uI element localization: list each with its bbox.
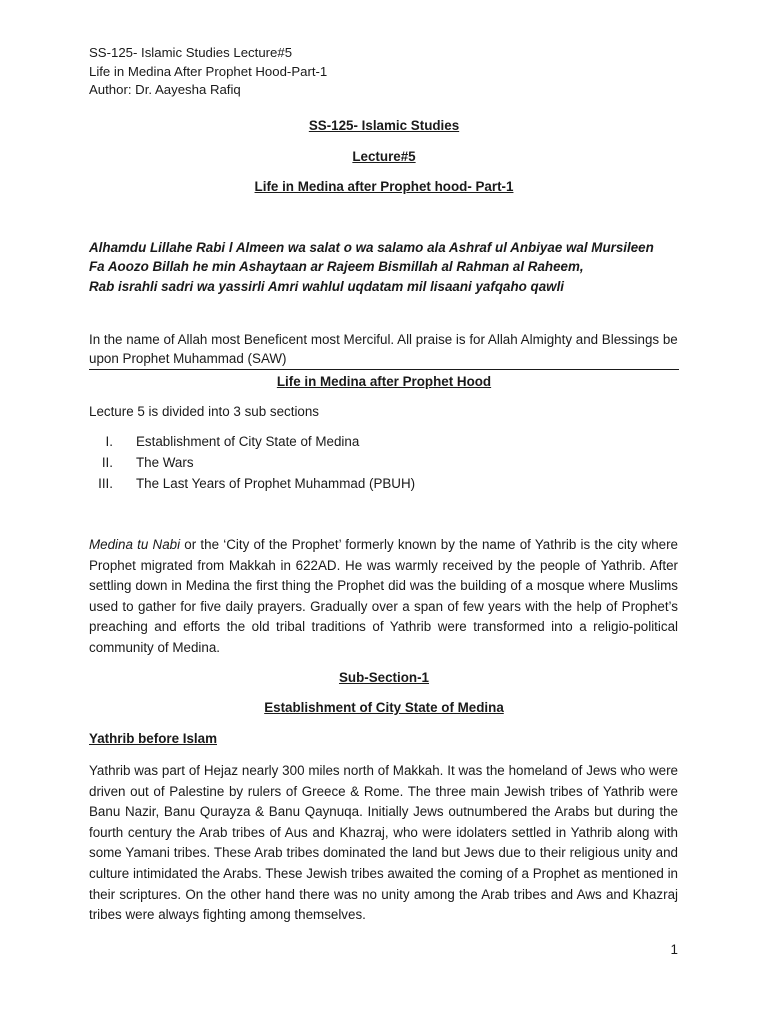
bismillah-paragraph: In the name of Allah most Beneficent most Merciful. All praise is for Allah Almighty and Blessings be upon Prophet Muhammad (SAW)	[89, 332, 678, 366]
document-header	[89, 44, 327, 100]
invocation-block	[89, 238, 654, 296]
list-item-number: III.	[98, 475, 113, 491]
medina-paragraph	[89, 535, 678, 659]
list-item-text: The Wars	[136, 454, 194, 470]
list-item	[89, 453, 415, 474]
yathrib-heading: Yathrib before Islam	[89, 731, 217, 746]
subsection-1-label: Sub-Section-1	[338, 670, 430, 685]
list-item-number: II.	[101, 454, 113, 470]
medina-tu-nabi-term: Medina tu Nabi	[89, 537, 181, 552]
horizontal-rule	[89, 369, 679, 370]
list-item	[89, 474, 415, 495]
lecture-title: Lecture#5	[352, 149, 416, 164]
header-course-line: SS-125- Islamic Studies Lecture#5	[89, 45, 293, 60]
medina-paragraph-text: or the ‘City of the Prophet’ formerly known by the name of Yathrib is the city where Prophet migrated from Makkah in 622AD. He was warmly received by the people of Yathrib. After settling down in Medina the first thing the Prophet did was the building of a mosque where Muslims used to gather for five daily prayers. Gradually over a span of few years with the help of Prophet’s preaching and efforts the old tribal traditions of Yathrib were transformed into a religio-political community of Medina.	[89, 537, 678, 655]
list-item	[89, 432, 415, 453]
invocation-line-2: Fa Aoozo Billah he min Ashaytaan ar Rajeem Bismillah al Rahman al Raheem,	[89, 259, 584, 275]
subsection-1-title: Establishment of City State of Medina	[264, 700, 504, 715]
invocation-line-3: Rab israhli sadri wa yassirli Amri wahlul uqdatam mil lisaani yafqaho qawli	[89, 278, 565, 294]
section-heading: Life in Medina after Prophet Hood	[276, 374, 492, 389]
yathrib-paragraph: Yathrib was part of Hejaz nearly 300 miles north of Makkah. It was the homeland of Jews who were driven out of Palestine by rulers of Greece & Rome. The three main Jewish tribes of Yathrib were Banu Nazir, Banu Qurayza & Banu Qaynuqa. Initially Jews outnumbered the Arabs but during the fourth century the Arab tribes of Aus and Khazraj, who were idolaters settled in Yathrib along with some Yamani tribes. These Arab tribes dominated the land but Jews due to their religious unity and culture intimidated the Arabs. These Jewish tribes awaited the coming of a Prophet as mentioned in their scriptures. On the other hand there was no unity among the Arab tribes and Aws and Khazraj tribes were always fighting among themselves.	[89, 763, 678, 923]
page-number: 1	[670, 942, 678, 957]
subsections-list	[89, 432, 415, 494]
list-item-text: Establishment of City State of Medina	[136, 434, 360, 449]
invocation-line-1: Alhamdu Lillahe Rabi l Almeen wa salat o wa salamo ala Ashraf ul Anbiyae wal Mursileen	[89, 240, 654, 255]
list-item-text: The Last Years of Prophet Muhammad (PBUH)	[136, 475, 416, 491]
course-title: SS-125- Islamic Studies	[308, 118, 460, 133]
topic-title: Life in Medina after Prophet hood- Part-1	[254, 179, 514, 194]
list-item-number: I.	[105, 434, 113, 449]
subsections-intro: Lecture 5 is divided into 3 sub sections	[89, 404, 320, 419]
header-author-line: Author: Dr. Aayesha Rafiq	[89, 82, 241, 97]
header-title-line: Life in Medina After Prophet Hood-Part-1	[89, 63, 328, 79]
